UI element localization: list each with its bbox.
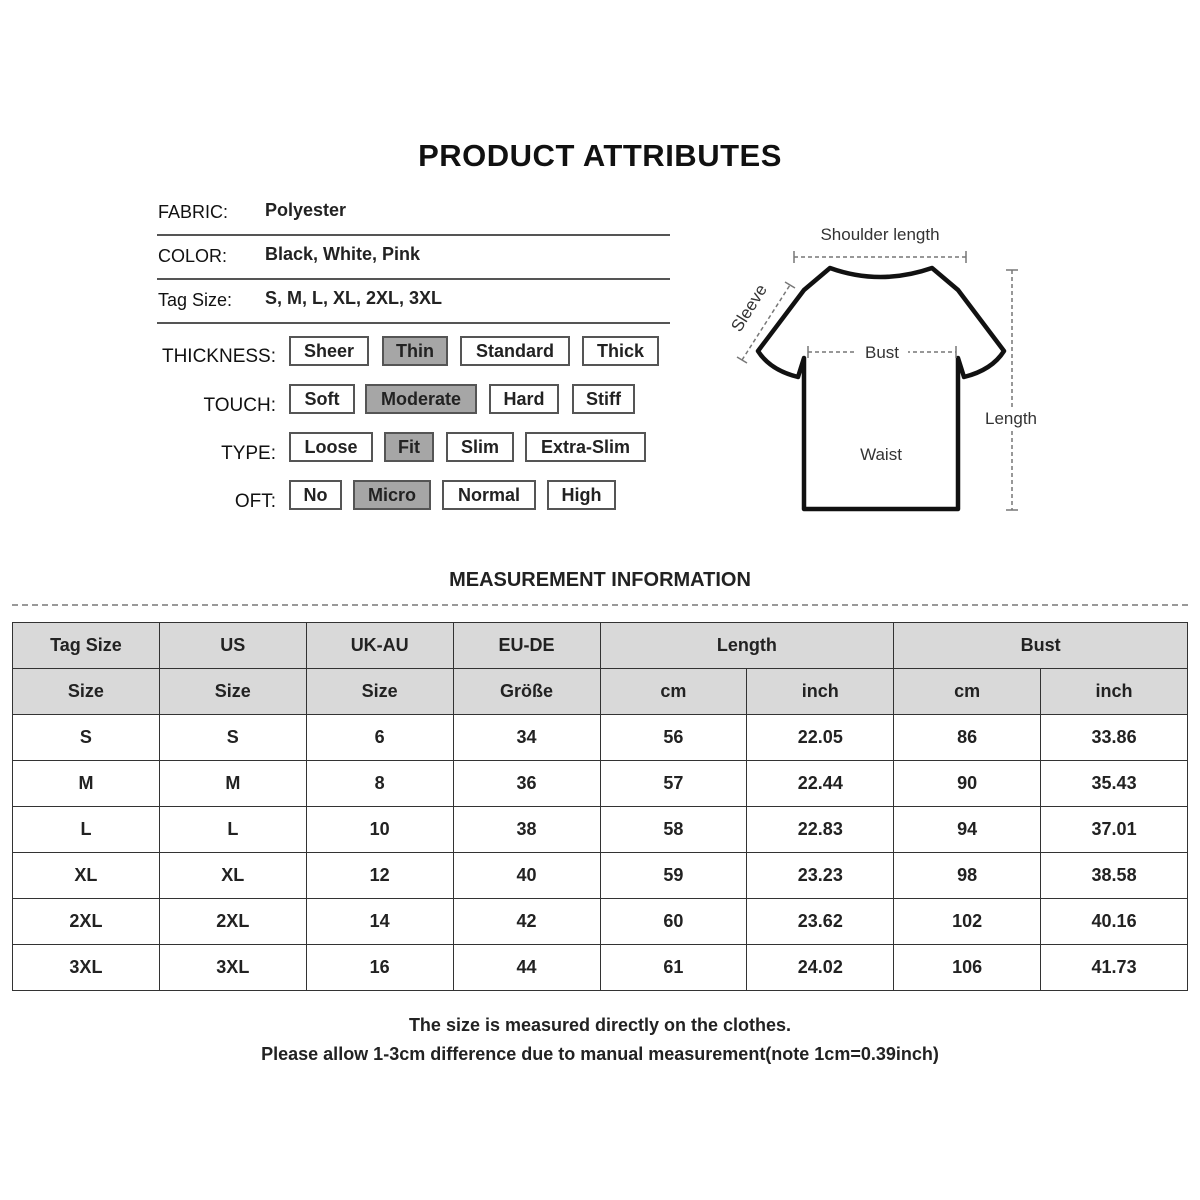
table-cell: 22.83 [747, 807, 894, 853]
table-row [13, 807, 1188, 853]
table-cell: 57 [600, 761, 747, 807]
header-cell-length: Length [600, 623, 894, 669]
attr-row-color [157, 234, 670, 280]
table-cell: M [13, 761, 160, 807]
table-cell: 44 [453, 945, 600, 991]
header-cell-bust: Bust [894, 623, 1188, 669]
table-cell: M [159, 761, 306, 807]
table-cell: 86 [894, 715, 1041, 761]
table-cell: 2XL [159, 899, 306, 945]
table-subheader-row [13, 669, 1188, 715]
option-soft: Soft [289, 384, 355, 414]
table-cell: L [159, 807, 306, 853]
table-cell: 42 [453, 899, 600, 945]
table-row [13, 715, 1188, 761]
table-cell: 23.23 [747, 853, 894, 899]
table-cell: 22.05 [747, 715, 894, 761]
dashed-divider [12, 604, 1188, 606]
option-fit: Fit [384, 432, 434, 462]
subheader-cell: Size [159, 669, 306, 715]
waist-label: Waist [860, 445, 902, 464]
option-standard: Standard [460, 336, 570, 366]
option-high: High [547, 480, 616, 510]
attr-row-fabric [157, 190, 670, 236]
table-cell: 102 [894, 899, 1041, 945]
table-cell: 90 [894, 761, 1041, 807]
table-cell: S [159, 715, 306, 761]
tshirt-diagram [720, 215, 1060, 525]
option-no: No [289, 480, 342, 510]
option-hard: Hard [489, 384, 559, 414]
note-line-1: The size is measured directly on the clothes. [408, 1015, 792, 1035]
attr-label: Tag Size: [158, 290, 233, 310]
option-sheer: Sheer [289, 336, 369, 366]
sleeve-label: Sleeve [727, 280, 771, 336]
table-cell: 12 [306, 853, 453, 899]
option-micro: Micro [353, 480, 431, 510]
table-cell: 14 [306, 899, 453, 945]
table-row [13, 761, 1188, 807]
option-loose: Loose [289, 432, 373, 462]
option-thin: Thin [382, 336, 448, 366]
attr-value: Polyester [265, 200, 347, 220]
table-cell: 2XL [13, 899, 160, 945]
table-cell: XL [159, 853, 306, 899]
table-cell: 16 [306, 945, 453, 991]
header-cell: EU-DE [453, 623, 600, 669]
table-cell: 34 [453, 715, 600, 761]
subheader-cell: inch [1041, 669, 1188, 715]
subheader-cell: Size [306, 669, 453, 715]
option-normal: Normal [442, 480, 536, 510]
table-cell: 40.16 [1041, 899, 1188, 945]
oft-label: OFT: [234, 491, 276, 512]
table-cell: L [13, 807, 160, 853]
table-cell: 56 [600, 715, 747, 761]
attr-value: Black, White, Pink [265, 244, 421, 264]
subheader-cell: cm [600, 669, 747, 715]
touch-label: TOUCH: [203, 395, 276, 416]
attr-label: FABRIC: [158, 202, 229, 222]
table-cell: 24.02 [747, 945, 894, 991]
table-cell: 8 [306, 761, 453, 807]
tshirt-svg [720, 215, 1060, 525]
page-title: PRODUCT ATTRIBUTES [418, 138, 782, 173]
table-row [13, 853, 1188, 899]
table-cell: 106 [894, 945, 1041, 991]
table-cell: 41.73 [1041, 945, 1188, 991]
table-row [13, 899, 1188, 945]
subheader-cell: Größe [453, 669, 600, 715]
table-cell: 22.44 [747, 761, 894, 807]
table-cell: XL [13, 853, 160, 899]
thickness-label: THICKNESS: [161, 346, 276, 367]
table-cell: 60 [600, 899, 747, 945]
type-label: TYPE: [221, 443, 276, 464]
table-cell: 40 [453, 853, 600, 899]
tshirt-outline [758, 268, 1004, 509]
header-cell: UK-AU [306, 623, 453, 669]
subheader-cell: Size [13, 669, 160, 715]
table-cell: 38.58 [1041, 853, 1188, 899]
table-cell: 10 [306, 807, 453, 853]
table-cell: 38 [453, 807, 600, 853]
measurement-title: MEASUREMENT INFORMATION [449, 569, 751, 591]
table-header-row [13, 623, 1188, 669]
table-cell: 36 [453, 761, 600, 807]
table-row [13, 945, 1188, 991]
table-cell: 59 [600, 853, 747, 899]
table-cell: 94 [894, 807, 1041, 853]
option-stiff: Stiff [572, 384, 635, 414]
option-moderate: Moderate [365, 384, 477, 414]
header-cell: US [159, 623, 306, 669]
size-table [12, 622, 1188, 991]
subheader-cell: inch [747, 669, 894, 715]
option-thick: Thick [582, 336, 659, 366]
table-cell: 6 [306, 715, 453, 761]
bust-label: Bust [864, 343, 900, 362]
note-line-2: Please allow 1-3cm difference due to manual measurement(note 1cm=0.39inch) [261, 1044, 939, 1064]
option-extra-slim: Extra-Slim [525, 432, 646, 462]
table-cell: 98 [894, 853, 1041, 899]
table-cell: 3XL [13, 945, 160, 991]
attr-value: S, M, L, XL, 2XL, 3XL [265, 288, 443, 308]
table-cell: 35.43 [1041, 761, 1188, 807]
table-cell: 3XL [159, 945, 306, 991]
table-cell: 23.62 [747, 899, 894, 945]
option-slim: Slim [446, 432, 514, 462]
table-cell: 37.01 [1041, 807, 1188, 853]
shoulder-label: Shoulder length [820, 225, 940, 244]
header-cell: Tag Size [13, 623, 160, 669]
attr-row-tag-size [157, 278, 670, 324]
subheader-cell: cm [894, 669, 1041, 715]
attr-label: COLOR: [158, 246, 228, 266]
length-label: Length [985, 409, 1037, 428]
table-cell: S [13, 715, 160, 761]
table-cell: 61 [600, 945, 747, 991]
table-cell: 33.86 [1041, 715, 1188, 761]
table-cell: 58 [600, 807, 747, 853]
